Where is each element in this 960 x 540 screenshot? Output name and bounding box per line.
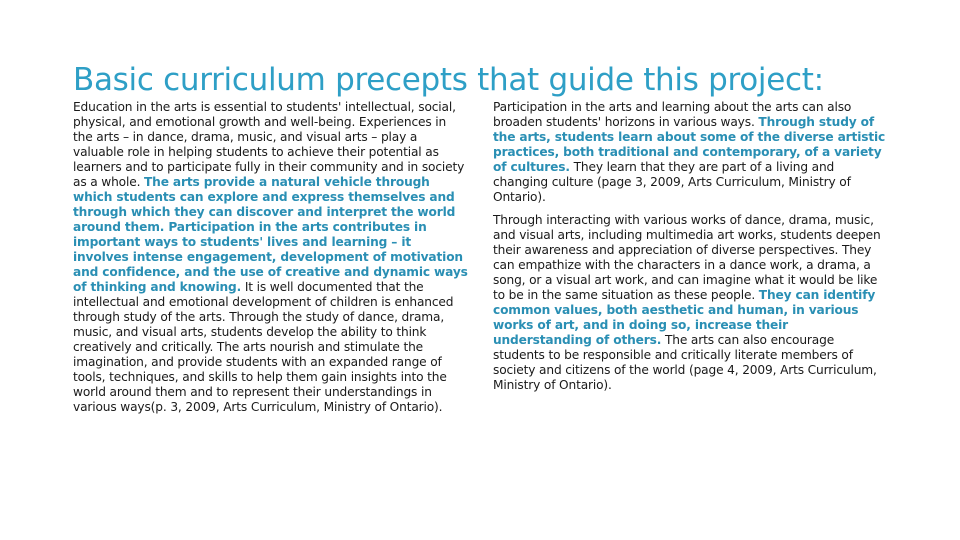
right-paragraph-2 bbox=[493, 213, 888, 393]
left-text-column bbox=[73, 100, 468, 415]
right-p2-text-intro: Through interacting with various works of dance, drama, music, and visual arts, including multimedia art works, students deepen their awareness and appreciation of diverse perspectives. They can empathize with the characters in a dance work, a drama, a song, or a visual art work, and can imagine what it would be like to be in the same situation as these people. bbox=[493, 213, 881, 302]
right-p1-highlight-text: Through study of the arts, students learn about some of the diverse artistic practices, both traditional and contemporary, of a variety of cultures. bbox=[493, 115, 886, 174]
right-text-column bbox=[493, 100, 888, 393]
left-text-intro: Education in the arts is essential to students' intellectual, social, physical, and emotional growth and well-being. Experiences in the arts – in dance, drama, music, and visual arts – play a valuable role in helping students to achieve their potential as learners and to participate fully in their community and in society as a whole. bbox=[73, 100, 465, 189]
left-highlight-text: The arts provide a natural vehicle through which students can explore and express themselves and through which they can discover and interpret the world around them. Participation in the arts contributes in important ways to students' lives and learning – it involves intense engagement, development of motivation and confidence, and the use of creative and dynamic ways of thinking and knowing. bbox=[73, 175, 468, 294]
right-p2-highlight-text: They can identify common values, both aesthetic and human, in various works of art, and in doing so, increase their understanding of others. bbox=[493, 288, 876, 347]
right-paragraph-1 bbox=[493, 100, 888, 205]
right-p1-text-outro: They learn that they are part of a living and changing culture (page 3, 2009, Arts Curriculum, Ministry of Ontario). bbox=[493, 160, 851, 204]
right-p2-text-outro: The arts can also encourage students to be responsible and critically literate members of society and citizens of the world (page 4, 2009, Arts Curriculum, Ministry of Ontario). bbox=[493, 333, 877, 392]
right-p1-text-intro: Participation in the arts and learning about the arts can also broaden students' horizons in various ways. bbox=[493, 100, 852, 129]
slide-title: Basic curriculum precepts that guide this project: bbox=[73, 61, 824, 98]
left-text-outro: It is well documented that the intellectual and emotional development of children is enhanced through study of the arts. Through the study of dance, drama, music, and visual arts, students develop the ability to think creatively and critically. The arts nourish and stimulate the imagination, and provide students with an expanded range of tools, techniques, and skills to help them gain insights into the world around them and to represent their understandings in various ways(p. 3, 2009, Arts Curriculum, Ministry of Ontario). bbox=[73, 280, 454, 414]
left-paragraph bbox=[73, 100, 468, 415]
